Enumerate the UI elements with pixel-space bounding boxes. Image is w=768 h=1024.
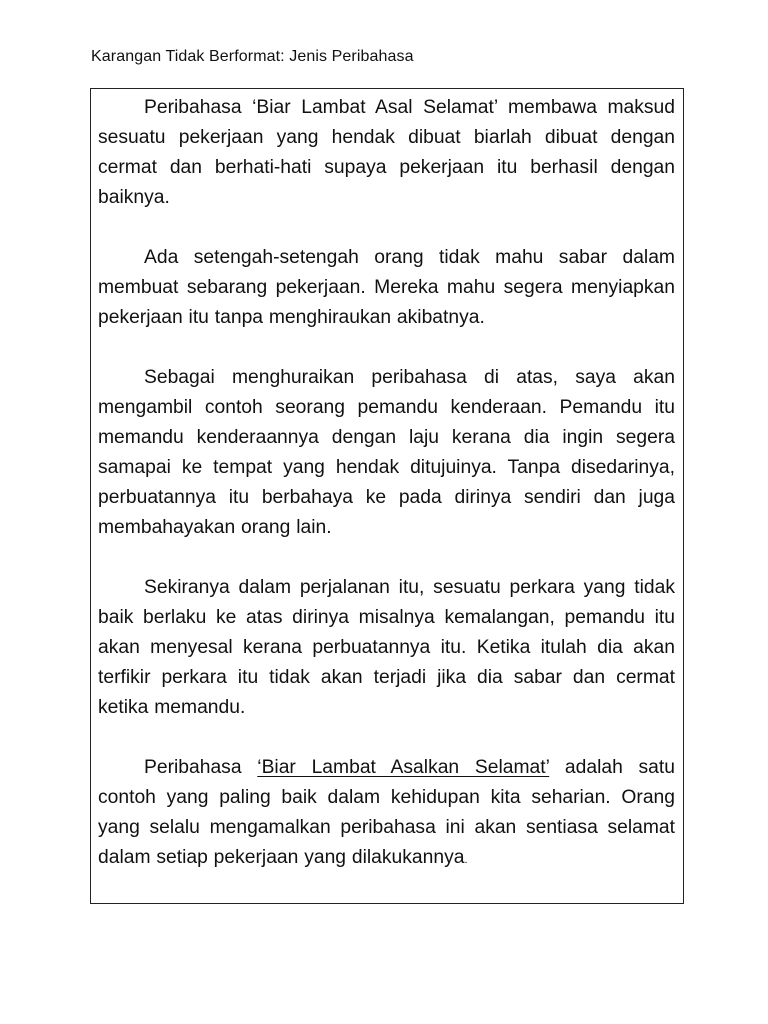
paragraph-5-end-mark: . [464,854,468,866]
paragraph-5 [98,753,675,875]
paragraph-4: Sekiranya dalam perjalanan itu, sesuatu perkara yang tidak baik berlaku ke atas dirinya misalnya kemalangan, pemandu itu akan menyesal kerana perbuatannya itu. Ketika itulah dia akan terfikir perkara itu tidak akan terjadi jika dia sabar dan cermat ketika memandu. [98,577,675,718]
paragraph-2: Ada setengah-setengah orang tidak mahu sabar dalam membuat sebarang pekerjaan. Mereka mahu segera menyiapkan pekerjaan itu tanpa menghiraukan akibatnya. [98,247,675,328]
paragraph-5-lead: Peribahasa [144,757,258,778]
document-title: Karangan Tidak Berformat: Jenis Peribahasa [91,48,414,65]
proverb-underlined: ‘Biar Lambat Asalkan Selamat’ [257,757,550,778]
essay-box [90,88,684,904]
paragraph-1: Peribahasa ‘Biar Lambat Asal Selamat’ membawa maksud sesuatu pekerjaan yang hendak dibuat biarlah dibuat dengan cermat dan berhati-hati supaya pekerjaan itu berhasil dengan baiknya. [98,97,675,208]
paragraph-5-rest: adalah satu contoh yang paling baik dalam kehidupan kita seharian. Orang yang selalu mengamalkan peribahasa ini akan sentiasa selamat dalam setiap pekerjaan yang dilakukannya [98,757,675,868]
paragraph-3: Sebagai menghuraikan peribahasa di atas, saya akan mengambil contoh seorang pemandu kenderaan. Pemandu itu memandu kenderaannya dengan laju kerana dia ingin segera samapai ke tempat yang hendak ditujuinya. Tanpa disedarinya, perbuatannya itu berbahaya ke pada dirinya sendiri dan juga membahayakan orang lain. [98,367,675,538]
